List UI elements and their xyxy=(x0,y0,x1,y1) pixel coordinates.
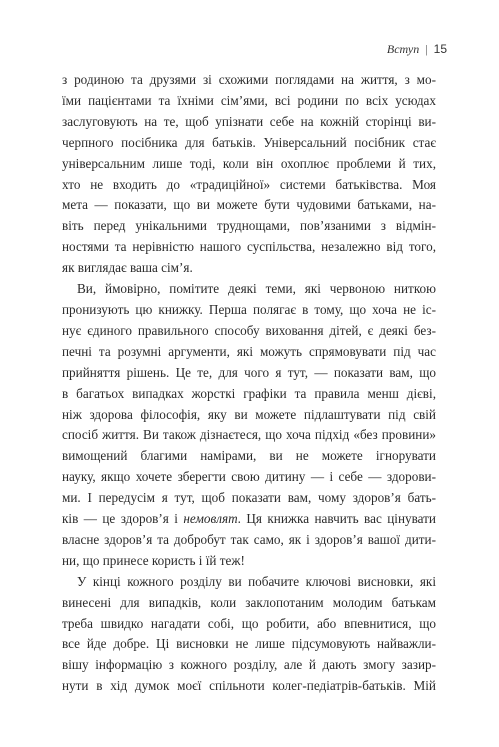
paragraph-1 xyxy=(62,70,436,279)
text-line: ни, що принесе користь і їй теж! xyxy=(62,552,245,568)
text-line: вимощений благими намірами, ви не можете ігнорувати xyxy=(62,448,436,464)
running-head xyxy=(387,42,447,57)
text-line: ніж здорова філософія, яку ви можете підлаштувати під свій xyxy=(62,406,436,422)
text-line: віть перед унікальними труднощами, пов’язаними з відмін- xyxy=(62,218,436,234)
text-line: нує єдиного правильного способу виховання дітей, є деякі без- xyxy=(62,322,436,338)
section-title: Вступ xyxy=(386,42,420,56)
header-separator: | xyxy=(425,42,428,56)
text-line: ностями та нерівністю нашого суспільства, незалежно від того, xyxy=(62,239,436,255)
text-line: черпного посібника для батьків. Універсальний посібник стає xyxy=(62,134,436,150)
paragraph-3 xyxy=(62,572,436,697)
text-line: ків — це здоров’я і немовлят. Ця книжка навчить вас цінувати xyxy=(62,511,436,527)
text-line: винесені для випадків, коли заклопотаним молодим батькам xyxy=(62,594,436,610)
text-line: як виглядає ваша сім’я. xyxy=(62,260,193,276)
text-line: хто не входить до «традиційної» системи батьківства. Моя xyxy=(62,176,436,192)
text-line: науку, якщо хочете зберегти свою дитину — і себе — здорови- xyxy=(62,469,436,485)
text-line: все йде добре. Ці висновки не лише підсумовують найважли- xyxy=(62,636,436,652)
text-line: треба швидко нагадати собі, що робити, або впевнитися, що xyxy=(62,615,436,631)
text-line: У кінці кожного розділу ви побачите ключові висновки, які xyxy=(77,573,436,589)
text-line: печні та розумні аргументи, які можуть спрямовувати під час xyxy=(62,343,436,359)
text-line: спосіб життя. Ви також дізнаєтеся, що хоча підхід «без провини» xyxy=(62,427,436,443)
body-text xyxy=(62,70,436,697)
page-number: 15 xyxy=(433,42,447,56)
text-line: прийняття рішень. Це те, для чого я тут, — показати вам, що xyxy=(62,364,436,380)
text-line: власне здоров’я та добробут так само, як і здоров’я вашої дити- xyxy=(62,531,436,547)
text-line: універсальним лише тоді, коли він охоплює проблеми й тих, xyxy=(62,155,436,171)
text-line: заслуговують на те, щоб упізнати себе на кожній сторінці ви- xyxy=(62,113,436,129)
text-line: ми. І передусім я тут, щоб показати вам, чому здоров’я бать- xyxy=(62,490,436,506)
text-line: нути в хід думок моєї спільноти колег-педіатрів-батьків. Мій xyxy=(62,678,436,694)
text-line: мета — показати, що ви можете бути чудовими батьками, на- xyxy=(62,197,436,213)
text-line: їми пацієнтами та їхніми сім’ями, всі родини по всіх усюдах xyxy=(62,92,436,108)
text-line: вішу інформацію з кожного розділу, але й дають змогу зазир- xyxy=(62,657,436,673)
text-line: з родиною та друзями зі схожими поглядами на життя, з мо- xyxy=(62,72,436,87)
text-line: Ви, ймовірно, помітите деякі теми, які червоною ниткою xyxy=(77,281,436,297)
text-line: в багатьох випадках жорсткі графіки та правила менш дієві, xyxy=(62,385,436,401)
text-line: пронизують цю книжку. Перша полягає в тому, що хоча не іс- xyxy=(62,301,436,317)
paragraph-2 xyxy=(62,279,436,572)
